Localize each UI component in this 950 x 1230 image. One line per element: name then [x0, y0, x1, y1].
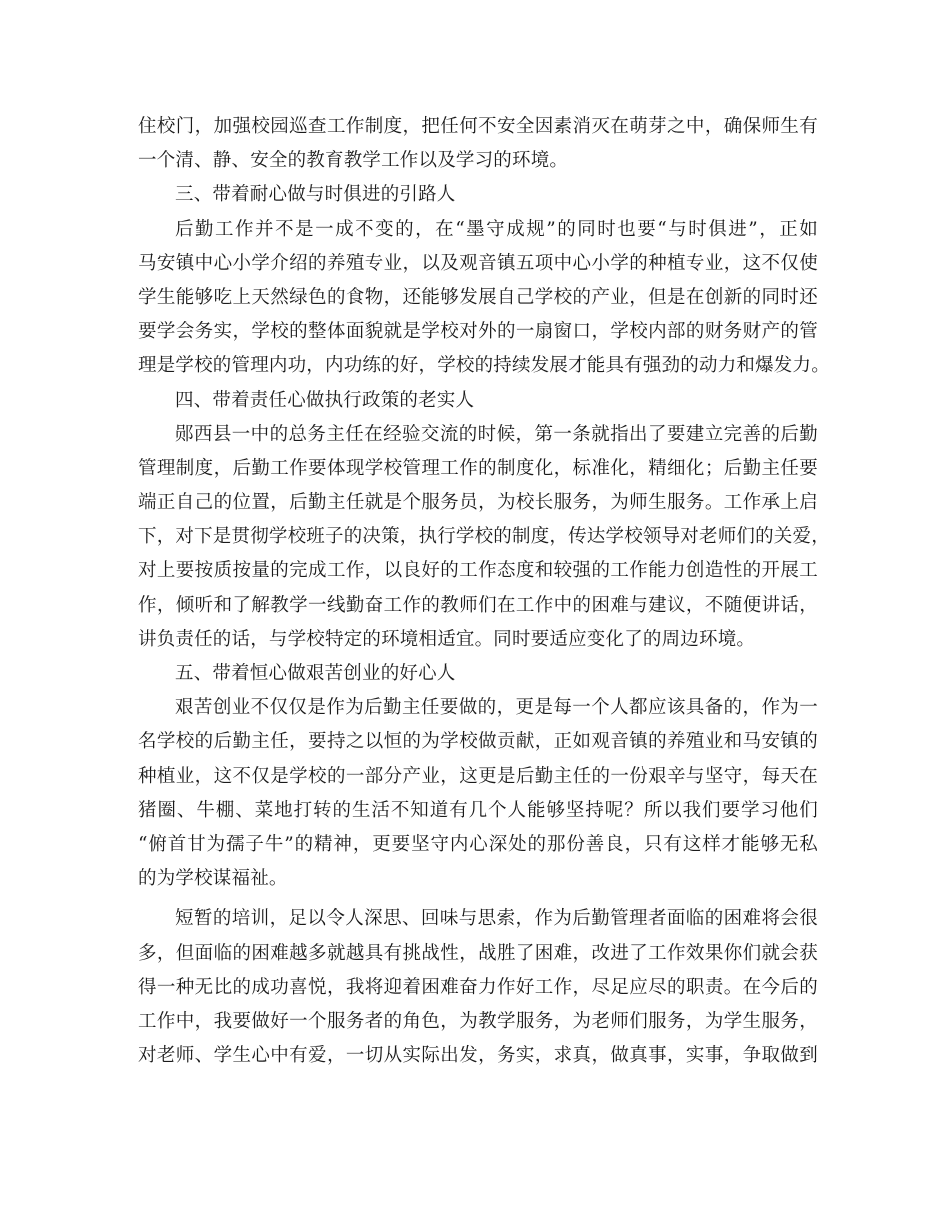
text-line: 对老师、学生心中有爱，一切从实际出发，务实，求真，做真事，实事，争取做到	[138, 1045, 818, 1067]
text-line: 五、带着恒心做艰苦创业的好心人	[175, 663, 456, 684]
text-line: 猪圈、牛棚、菜地打转的生活不知道有几个人能够坚持呢？所以我们要学习他们	[138, 799, 818, 821]
text-line: 多，但面临的困难越多就越具有挑战性，战胜了困难，改进了工作效果你们就会获	[138, 942, 818, 964]
text-line: 讲负责任的话，与学校特定的环境相适宜。同时要适应变化了的周边环境。	[138, 628, 756, 650]
text-line: 短暂的培训，足以令人深思、回味与思索，作为后勤管理者面临的困难将会很	[175, 908, 818, 930]
text-line: 的为学校谋福祉。	[138, 868, 288, 890]
text-line: 得一种无比的成功喜悦，我将迎着困难奋力作好工作，尽足应尽的职责。在今后的	[138, 976, 818, 998]
text-line: 住校门，加强校园巡查工作制度，把任何不安全因素消灭在萌芽之中，确保师生有	[138, 116, 818, 137]
text-line: 后勤工作并不是一成不变的，在“墨守成规”的同时也要“与时俱进”，正如	[175, 218, 818, 240]
text-line: 马安镇中心小学介绍的养殖专业，以及观音镇五项中心小学的种植专业，这不仅使	[138, 252, 818, 274]
text-line: 端正自己的位置，后勤主任就是个服务员，为校长服务，为师生服务。工作承上启	[138, 492, 818, 514]
text-line: 三、带着耐心做与时俱进的引路人	[175, 184, 456, 206]
text-line: 一个清、静、安全的教育教学工作以及学习的环境。	[138, 150, 569, 172]
text-line: 艰苦创业不仅仅是作为后勤主任要做的，更是每一个人都应该具备的，作为一	[175, 697, 818, 719]
text-line: 作，倾听和了解教学一线勤奋工作的教师们在工作中的困难与建议，不随便讲话，	[138, 594, 818, 616]
document-body	[138, 110, 830, 1073]
text-line: 学生能够吃上天然绿色的食物，还能够发展自己学校的产业，但是在创新的同时还	[138, 286, 818, 308]
text-line: 郧西县一中的总务主任在经验交流的时候，第一条就指出了要建立完善的后勤	[175, 423, 818, 445]
text-line: “俯首甘为孺子牛”的精神，更要坚守内心深处的那份善良，只有这样才能够无私	[138, 833, 818, 855]
text-line: 名学校的后勤主任，要持之以恒的为学校做贡献，正如观音镇的养殖业和马安镇的	[138, 731, 818, 753]
text-line: 理是学校的管理内功，内功练的好，学校的持续发展才能具有强劲的动力和爆发力。	[138, 355, 830, 377]
text-line: 对上要按质按量的完成工作，以良好的工作态度和较强的工作能力创造性的开展工	[138, 560, 818, 582]
text-line: 要学会务实，学校的整体面貌就是学校对外的一扇窗口，学校内部的财务财产的管	[138, 321, 818, 343]
text-line: 四、带着责任心做执行政策的老实人	[175, 389, 475, 411]
text-line: 下，对下是贯彻学校班子的决策，执行学校的制度，传达学校领导对老师们的关爱，	[138, 526, 830, 548]
text-line: 工作中，我要做好一个服务者的角色，为教学服务，为老师们服务，为学生服务，	[138, 1010, 818, 1032]
text-line: 种植业，这不仅是学校的一部分产业，这更是后勤主任的一份艰辛与坚守，每天在	[138, 765, 818, 787]
text-line: 管理制度，后勤工作要体现学校管理工作的制度化，标准化，精细化；后勤主任要	[138, 457, 818, 479]
